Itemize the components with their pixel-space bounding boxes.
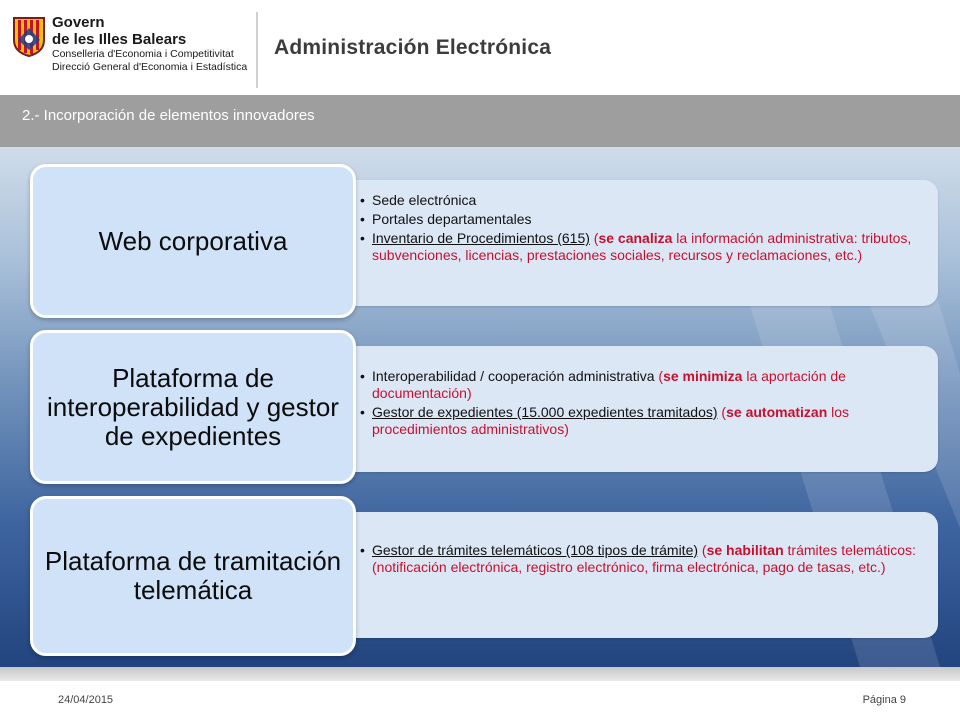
box-plataforma-tramitacion	[30, 496, 356, 656]
item-bold-text: se minimiza	[663, 368, 743, 384]
item-underlined-text: Gestor de trámites telemáticos (108 tipos de trámite)	[372, 542, 699, 558]
logo-text	[52, 14, 247, 74]
list-item	[360, 230, 922, 264]
list-item	[360, 542, 922, 576]
item-open-paren: (	[698, 542, 707, 558]
row-1-detail-panel	[300, 180, 938, 306]
footer-page-number: Página 9	[862, 694, 906, 706]
header	[0, 0, 960, 95]
section-bar	[0, 95, 960, 147]
footer-bar	[0, 667, 960, 681]
logo-line-govern: Govern	[52, 14, 105, 31]
item-rest-text: los procedimientos administrativos)	[372, 404, 850, 437]
logo-line-direccio: Direcció General d'Economia i Estadística	[52, 61, 248, 73]
list-item	[360, 368, 922, 402]
item-open-paren: (	[654, 368, 664, 384]
item-lead-text: Interoperabilidad / cooperación administrativa	[372, 368, 655, 384]
footer	[0, 667, 960, 720]
box-label: Web corporativa	[98, 225, 288, 256]
box-label: Plataforma de interoperabilidad y gestor de expedientes	[47, 362, 339, 451]
row-plataforma-interoperabilidad	[0, 330, 960, 476]
item-rest-text: la aportación de documentación)	[372, 368, 846, 401]
row-2-bullet-list	[360, 368, 922, 440]
row-3-detail-panel	[300, 512, 938, 638]
footer-date: 24/04/2015	[58, 694, 114, 706]
header-divider	[256, 12, 258, 88]
item-open-paren: (	[589, 230, 599, 246]
list-item	[360, 211, 922, 228]
row-3-bullet-list	[360, 542, 922, 578]
row-web-corporativa	[0, 164, 960, 310]
page-title: Administración Electrónica	[274, 36, 552, 59]
box-plataforma-interoperabilidad	[30, 330, 356, 484]
list-item	[360, 404, 922, 438]
item-underlined-text: Inventario de Procedimientos (615)	[372, 230, 590, 246]
logo-line-illes-balears: de les Illes Balears	[52, 31, 187, 48]
item-text: Sede electrónica	[372, 192, 477, 208]
list-item	[360, 192, 922, 209]
content-area	[0, 147, 960, 667]
item-rest-text: trámites telemáticos: (notificación electrónica, registro electrónico, firma electrónica, pago de tasas, etc.)	[372, 542, 916, 575]
coat-of-arms-icon	[12, 16, 46, 58]
logo-line-conselleria: Conselleria d'Economia i Competitivitat	[52, 48, 234, 60]
section-title: 2.- Incorporación de elementos innovadores	[22, 107, 315, 124]
item-bold-text: se automatizan	[726, 404, 828, 420]
item-text: Portales departamentales	[372, 211, 532, 227]
item-underlined-text: Gestor de expedientes (15.000 expedientes tramitados)	[372, 404, 718, 420]
row-2-detail-panel	[300, 346, 938, 472]
row-1-bullet-list	[360, 192, 922, 266]
box-web-corporativa	[30, 164, 356, 318]
row-plataforma-tramitacion	[0, 496, 960, 652]
item-open-paren: (	[717, 404, 727, 420]
govern-logo[interactable]	[12, 14, 252, 84]
item-bold-text: se habilitan	[706, 542, 784, 558]
item-bold-text: se canaliza	[598, 230, 673, 246]
box-label: Plataforma de tramitación telemática	[44, 546, 342, 605]
item-rest-text: la información administrativa: tributos, subvenciones, licencias, prestaciones sociales, recursos y reclamaciones, etc.)	[372, 230, 912, 263]
